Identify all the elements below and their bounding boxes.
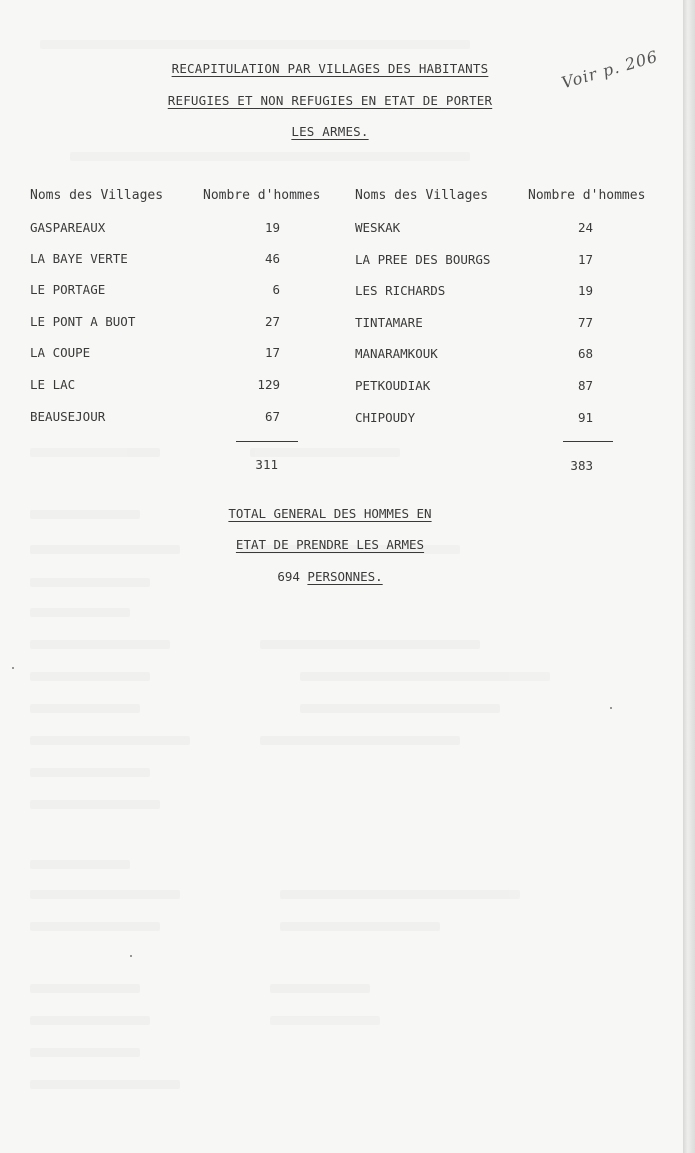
summary-total-number: 694 bbox=[277, 569, 300, 584]
left-count-7: 67 bbox=[264, 409, 280, 424]
scan-speck bbox=[130, 955, 132, 957]
scan-speck bbox=[610, 707, 612, 709]
left-village-1: GASPAREAUX bbox=[30, 220, 106, 235]
header-left-village: Noms des Villages bbox=[30, 188, 164, 203]
page-edge-shadow bbox=[683, 0, 695, 1153]
left-count-3: 6 bbox=[272, 282, 280, 297]
right-count-6: 87 bbox=[577, 378, 593, 393]
summary-line-3 bbox=[0, 569, 660, 584]
right-village-2: LA PREE DES BOURGS bbox=[355, 252, 491, 267]
left-village-7: BEAUSEJOUR bbox=[30, 409, 106, 424]
right-village-5: MANARAMKOUK bbox=[355, 346, 438, 361]
right-total-rule bbox=[563, 441, 613, 442]
right-village-7: CHIPOUDY bbox=[355, 410, 416, 425]
summary-unit: PERSONNES. bbox=[307, 569, 383, 584]
header-right-village: Noms des Villages bbox=[355, 188, 489, 203]
title-line-3: LES ARMES. bbox=[291, 124, 369, 139]
left-count-5: 17 bbox=[264, 345, 280, 360]
left-count-2: 46 bbox=[264, 251, 280, 266]
right-count-2: 17 bbox=[577, 252, 593, 267]
right-village-6: PETKOUDIAK bbox=[355, 378, 431, 393]
left-village-4: LE PONT A BUOT bbox=[30, 314, 136, 329]
left-village-3: LE PORTAGE bbox=[30, 282, 106, 297]
right-count-3: 19 bbox=[577, 283, 593, 298]
title-line-2: REFUGIES ET NON REFUGIES EN ETAT DE PORTER bbox=[167, 93, 493, 108]
header-left-count: Nombre d'hommes bbox=[203, 188, 321, 203]
left-village-6: LE LAC bbox=[30, 377, 76, 392]
left-count-1: 19 bbox=[264, 220, 280, 235]
left-village-5: LA COUPE bbox=[30, 345, 91, 360]
right-total: 383 bbox=[570, 458, 593, 473]
summary-line-1: TOTAL GENERAL DES HOMMES EN bbox=[228, 506, 432, 521]
right-count-4: 77 bbox=[577, 315, 593, 330]
title-line-1: RECAPITULATION PAR VILLAGES DES HABITANTS bbox=[171, 61, 489, 76]
handwritten-margin-note: Voir p. 206 bbox=[559, 46, 661, 93]
left-total-rule bbox=[236, 441, 298, 442]
left-village-2: LA BAYE VERTE bbox=[30, 251, 128, 266]
left-total: 311 bbox=[255, 457, 278, 472]
scan-speck bbox=[12, 667, 14, 669]
left-count-6: 129 bbox=[257, 377, 280, 392]
right-count-7: 91 bbox=[577, 410, 593, 425]
right-village-4: TINTAMARE bbox=[355, 315, 423, 330]
header-right-count: Nombre d'hommes bbox=[528, 188, 646, 203]
right-count-1: 24 bbox=[577, 220, 593, 235]
right-village-1: WESKAK bbox=[355, 220, 401, 235]
left-count-4: 27 bbox=[264, 314, 280, 329]
right-count-5: 68 bbox=[577, 346, 593, 361]
summary-line-2: ETAT DE PRENDRE LES ARMES bbox=[235, 537, 425, 552]
right-village-3: LES RICHARDS bbox=[355, 283, 446, 298]
